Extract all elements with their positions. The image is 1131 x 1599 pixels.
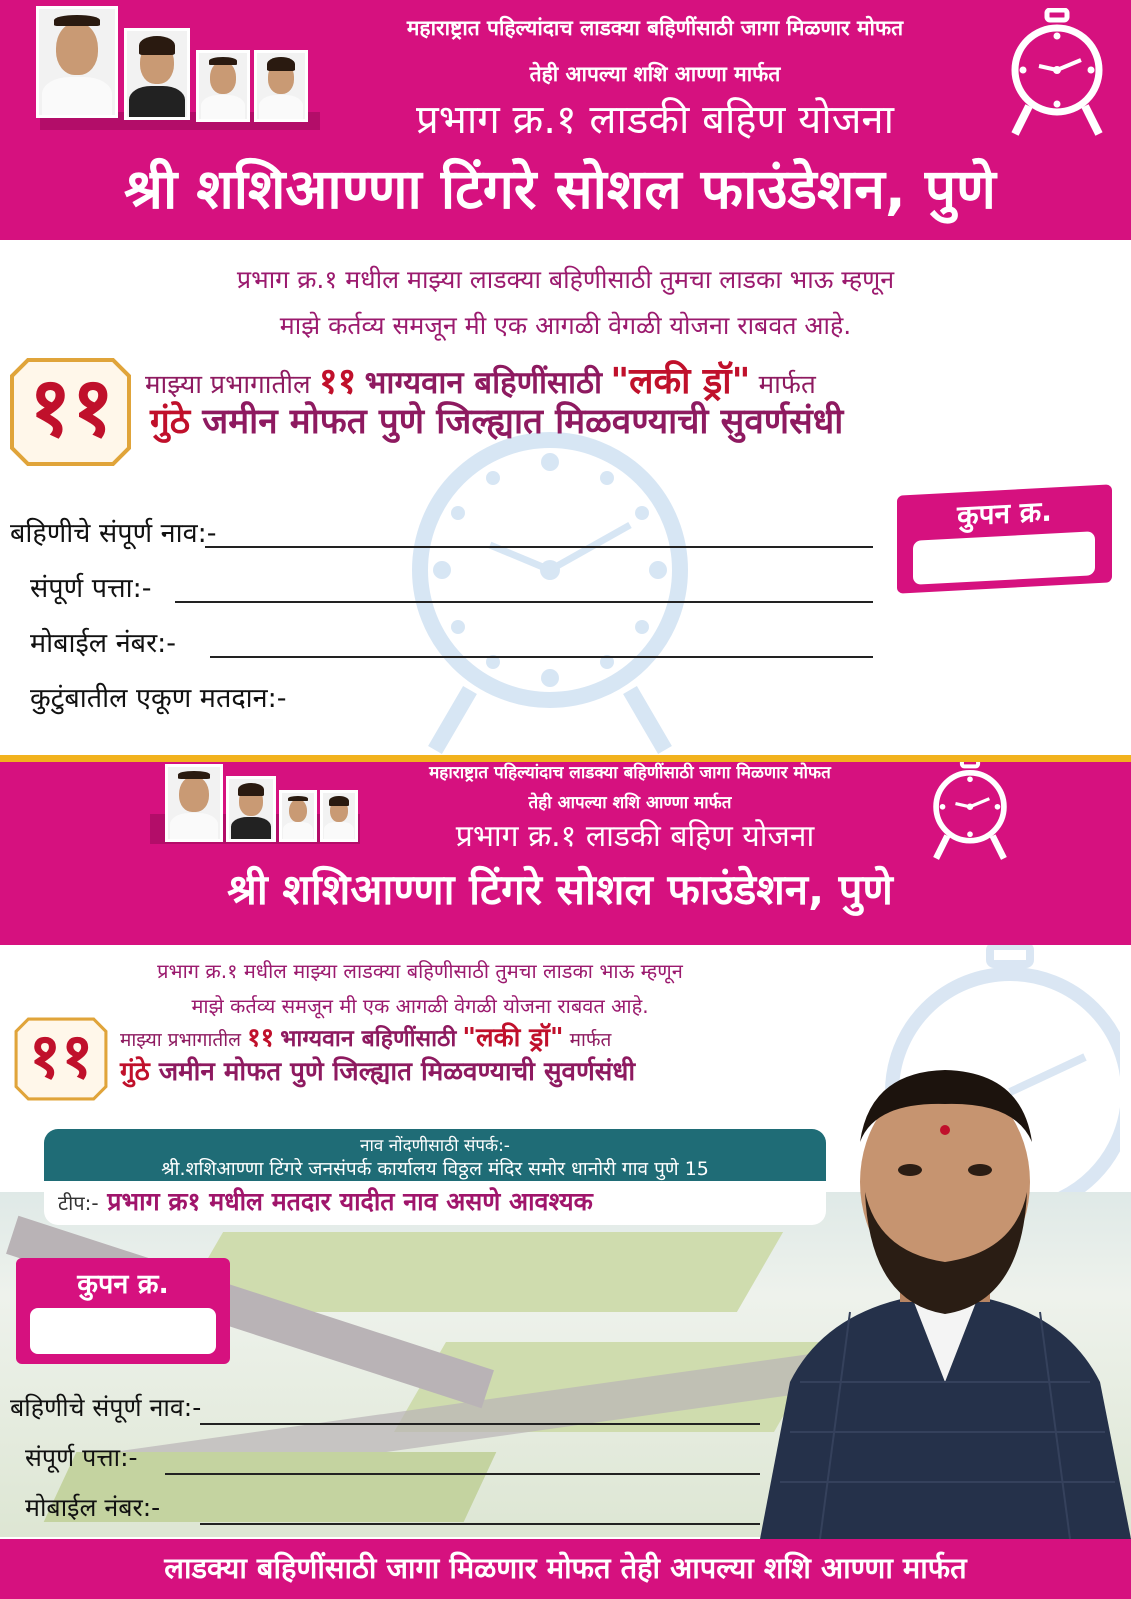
leader-photos — [30, 6, 320, 130]
lucky-count: ११ — [318, 361, 357, 402]
address-label: संपूर्ण पत्ता:- — [25, 1443, 138, 1472]
leader-photo-3 — [279, 790, 317, 842]
mobile-line[interactable] — [200, 1523, 760, 1525]
intro-line-2: माझे कर्तव्य समजून मी एक आगळी वेगळी योजना राबवत आहे. — [191, 994, 649, 1018]
top-header-band — [0, 0, 1131, 240]
scheme-title: प्रभाग क्र.१ लाडकी बहिण योजना — [455, 819, 815, 854]
contact-title: नाव नोंदणीसाठी संपर्क:- — [360, 1136, 510, 1156]
lucky-mid: भाग्यवान बहिणींसाठी — [280, 1026, 457, 1052]
lucky-post: मार्फत — [569, 1029, 612, 1051]
lucky-draw: "लकी ड्रॉ" — [462, 1023, 564, 1053]
coupon-label: कुपन क्र. — [957, 494, 1052, 533]
bottom-coupon — [0, 762, 1131, 1599]
top-coupon — [0, 0, 1131, 755]
voter-note — [44, 1181, 826, 1225]
lucky-line-1 — [120, 1018, 611, 1054]
address-label: संपूर्ण पत्ता:- — [30, 573, 152, 604]
intro-line-1: प्रभाग क्र.१ मधील माझ्या लाडक्या बहिणीसाठी तुमचा लाडका भाऊ म्हणून — [157, 959, 683, 983]
name-line[interactable] — [200, 1423, 760, 1425]
leader-photo-2 — [124, 28, 190, 120]
lucky-pre: माझ्या प्रभागातील — [145, 370, 311, 400]
leader-photo-4 — [320, 790, 358, 842]
footer-banner: लाडक्या बहिणींसाठी जागा मिळणार मोफत तेही आपल्या शशि आण्णा मार्फत — [0, 1539, 1131, 1599]
header-line-1: महाराष्ट्रात पहिल्यांदाच लाडक्या बहिणींसाठी जागा मिळणार मोफत — [429, 763, 831, 783]
lucky-post: मार्फत — [758, 370, 816, 400]
leader-photo-3 — [196, 50, 250, 122]
lucky-tail: जमीन मोफत पुणे जिल्ह्यात मिळवण्याची सुवर्णसंधी — [158, 1057, 636, 1087]
portrait-photo — [760, 1052, 1131, 1539]
lucky-unit: गुंठे — [150, 402, 191, 442]
lucky-pre: माझ्या प्रभागातील — [120, 1029, 242, 1051]
intro-line-2: माझे कर्तव्य समजून मी एक आगळी वेगळी योजना राबवत आहे. — [279, 311, 852, 340]
eleven-badge-text: ११ — [28, 1019, 94, 1092]
coupon-number-field[interactable] — [30, 1308, 216, 1354]
note-prefix: टीप:- — [58, 1191, 99, 1215]
party-clock-symbol-icon — [928, 762, 1012, 864]
lucky-line-2 — [120, 1052, 635, 1088]
scheme-title: प्रभाग क्र.१ लाडकी बहिण योजना — [416, 97, 894, 143]
coupon-number-box — [16, 1258, 230, 1364]
leader-photo-1 — [36, 6, 118, 118]
address-line[interactable] — [165, 1473, 760, 1475]
header-line-2: तेही आपल्या शशि आण्णा मार्फत — [529, 62, 781, 86]
lucky-draw: "लकी ड्रॉ" — [610, 361, 751, 402]
mobile-label: मोबाईल नंबर:- — [30, 628, 176, 659]
contact-address: श्री.शशिआण्णा टिंगरे जनसंपर्क कार्यालय विठ्ठल मंदिर समोर धानोरी गाव पुणे 15 — [161, 1158, 709, 1180]
lucky-tail: जमीन मोफत पुणे जिल्ह्यात मिळवण्याची सुवर्णसंधी — [202, 402, 844, 442]
note-text: प्रभाग क्र१ मधील मतदार यादीत नाव असणे आवश्यक — [107, 1187, 593, 1216]
leader-photo-2 — [226, 776, 276, 842]
coupon-number-box — [897, 484, 1112, 593]
lucky-line-2 — [150, 397, 843, 444]
leader-photo-4 — [254, 50, 308, 122]
party-clock-symbol-icon — [1005, 8, 1109, 140]
name-label: बहिणीचे संपूर्ण नाव:- — [10, 1393, 202, 1422]
contact-box — [44, 1129, 826, 1181]
name-line[interactable] — [205, 546, 873, 548]
clock-watermark-icon — [400, 420, 700, 755]
header-line-1: महाराष्ट्रात पहिल्यांदाच लाडक्या बहिणींसाठी जागा मिळणार मोफत — [406, 16, 904, 40]
intro-line-1: प्रभाग क्र.१ मधील माझ्या लाडक्या बहिणीसाठी तुमचा लाडका भाऊ म्हणून — [236, 265, 895, 294]
foundation-title: श्री शशिआण्णा टिंगरे सोशल फाउंडेशन, पुणे — [124, 157, 996, 221]
coupon-number-field[interactable] — [913, 531, 1095, 585]
votes-label: कुटुंबातील एकूण मतदान:- — [30, 683, 287, 714]
coupon-label: कुपन क्र. — [77, 1269, 169, 1300]
lucky-count: ११ — [247, 1023, 275, 1053]
bottom-header-band — [0, 762, 1131, 945]
foundation-title: श्री शशिआण्णा टिंगरे सोशल फाउंडेशन, पुणे — [227, 865, 893, 914]
mobile-line[interactable] — [210, 656, 873, 658]
eleven-badge-text: ११ — [28, 360, 115, 455]
leader-photo-1 — [165, 764, 223, 842]
name-label: बहिणीचे संपूर्ण नाव:- — [10, 518, 217, 549]
mobile-label: मोबाईल नंबर:- — [25, 1493, 161, 1522]
address-line[interactable] — [175, 601, 873, 603]
lucky-mid: भाग्यवान बहिणींसाठी — [364, 365, 603, 401]
header-line-2: तेही आपल्या शशि आण्णा मार्फत — [528, 793, 732, 813]
lucky-unit: गुंठे — [120, 1057, 150, 1087]
coupon-divider — [0, 755, 1131, 762]
